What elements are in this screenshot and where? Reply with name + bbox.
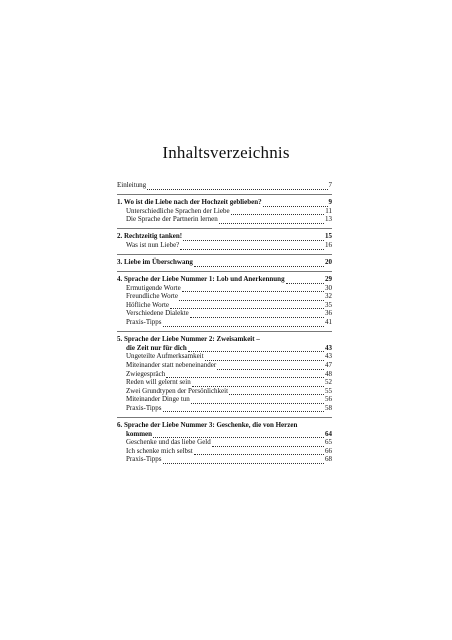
toc-page-number: 9 xyxy=(328,198,332,207)
dot-leader xyxy=(190,311,324,318)
toc-entry-title: Reden will gelernt sein xyxy=(126,378,191,387)
dot-leader xyxy=(170,302,324,309)
toc-subentry[interactable] xyxy=(117,361,332,370)
dot-leader xyxy=(163,457,324,464)
toc-entry-title: 1. Wo ist die Liebe nach der Hochzeit geblieben? xyxy=(117,198,262,207)
dot-leader xyxy=(263,199,328,206)
toc-subentry[interactable] xyxy=(117,447,332,456)
dot-leader xyxy=(219,216,324,223)
toc-subentry[interactable] xyxy=(117,378,332,387)
dot-leader xyxy=(205,354,324,361)
toc-page-number: 66 xyxy=(325,446,332,455)
toc-subentry[interactable] xyxy=(117,207,332,216)
toc-section xyxy=(117,331,332,413)
toc-entry-title: Verschiedene Dialekte xyxy=(126,309,189,318)
dot-leader xyxy=(182,285,324,292)
toc-entry-title: 3. Liebe im Überschwang xyxy=(117,258,193,267)
dot-leader xyxy=(183,234,324,241)
toc-page-number: 13 xyxy=(325,215,332,224)
toc-page-number: 47 xyxy=(325,360,332,369)
toc-subentry[interactable] xyxy=(117,352,332,361)
toc-page-number: 36 xyxy=(325,309,332,318)
toc-page-number: 20 xyxy=(325,258,332,267)
toc-entry-title: Zwiegespräch xyxy=(126,369,166,378)
toc-page-number: 41 xyxy=(325,318,332,327)
toc-entry-title: 2. Rechtzeitig tanken! xyxy=(117,232,183,241)
table-of-contents xyxy=(117,181,332,468)
toc-page-number: 16 xyxy=(325,240,332,249)
dot-leader xyxy=(163,405,324,412)
toc-subentry[interactable] xyxy=(117,395,332,404)
toc-entry-title: Die Sprache der Partnerin lernen xyxy=(126,215,218,224)
dot-leader xyxy=(163,319,324,326)
toc-entry-title: Miteinander Dinge tun xyxy=(126,395,190,404)
toc-page-number: 43 xyxy=(325,352,332,361)
toc-entry-title: Ermutigende Worte xyxy=(126,283,181,292)
toc-section xyxy=(117,181,332,190)
toc-page-number: 11 xyxy=(325,206,332,215)
toc-section xyxy=(117,417,332,464)
chapter-heading-line: 6. Sprache der Liebe Nummer 3: Geschenke, die von Herzen xyxy=(117,420,298,429)
toc-section xyxy=(117,194,332,224)
toc-subentry[interactable] xyxy=(117,284,332,293)
toc-entry-title: 4. Sprache der Liebe Nummer 1: Lob und Anerkennung xyxy=(117,275,285,284)
toc-chapter-entry[interactable] xyxy=(117,275,332,284)
toc-subentry[interactable] xyxy=(117,387,332,396)
dot-leader xyxy=(188,345,324,352)
toc-page-number: 64 xyxy=(325,429,332,438)
toc-page-number: 35 xyxy=(325,300,332,309)
toc-page-number: 32 xyxy=(325,292,332,301)
toc-entry-title: Praxis-Tipps xyxy=(126,403,162,412)
dot-leader xyxy=(231,208,325,215)
toc-section xyxy=(117,271,332,327)
toc-entry-title: Höfliche Worte xyxy=(126,300,170,309)
toc-page-number: 30 xyxy=(325,283,332,292)
toc-section xyxy=(117,228,332,249)
toc-chapter-entry[interactable] xyxy=(117,258,332,267)
toc-subentry[interactable] xyxy=(117,370,332,379)
dot-leader xyxy=(194,259,324,266)
toc-page-number: 43 xyxy=(325,343,332,352)
toc-subentry[interactable] xyxy=(117,241,332,250)
dot-leader xyxy=(166,371,324,378)
toc-page-number: 7 xyxy=(328,181,332,189)
toc-subentry[interactable] xyxy=(117,215,332,224)
toc-entry-title: Praxis-Tipps xyxy=(126,455,162,464)
dot-leader xyxy=(229,388,324,395)
toc-subentry[interactable] xyxy=(117,309,332,318)
toc-entry-title: Was ist nun Liebe? xyxy=(126,240,180,249)
dot-leader xyxy=(147,182,327,189)
toc-page-number: 68 xyxy=(325,455,332,464)
toc-page-number: 56 xyxy=(325,395,332,404)
toc-section xyxy=(117,254,332,267)
chapter-heading-line: 5. Sprache der Liebe Nummer 2: Zweisamkeit – xyxy=(117,335,260,344)
toc-entry-title: Ungeteilte Aufmerksamkeit xyxy=(126,352,204,361)
toc-subentry[interactable] xyxy=(117,404,332,413)
toc-page-number: 15 xyxy=(325,232,332,241)
toc-subentry[interactable] xyxy=(117,301,332,310)
toc-entry-title: Freundliche Worte xyxy=(126,292,178,301)
dot-leader xyxy=(179,293,324,300)
dot-leader xyxy=(286,276,324,283)
toc-page-number: 58 xyxy=(325,403,332,412)
toc-chapter-entry[interactable] xyxy=(117,430,332,439)
toc-entry-title: Einleitung xyxy=(117,181,147,189)
toc-page-number: 48 xyxy=(325,369,332,378)
toc-subentry[interactable] xyxy=(117,181,332,190)
toc-chapter-entry[interactable] xyxy=(117,344,332,353)
toc-page-number: 55 xyxy=(325,386,332,395)
toc-chapter-entry[interactable] xyxy=(117,198,332,207)
dot-leader xyxy=(212,439,324,446)
toc-entry-title: Unterschiedliche Sprachen der Liebe xyxy=(126,206,230,215)
toc-entry-title: Geschenke und das liebe Geld xyxy=(126,438,211,447)
dot-leader xyxy=(191,397,324,404)
toc-subentry[interactable] xyxy=(117,455,332,464)
toc-entry-title: die Zeit nur für dich xyxy=(126,343,187,352)
toc-subentry[interactable] xyxy=(117,292,332,301)
toc-chapter-entry[interactable] xyxy=(117,232,332,241)
toc-subentry[interactable] xyxy=(117,438,332,447)
dot-leader xyxy=(192,379,324,386)
toc-page-number: 65 xyxy=(325,438,332,447)
toc-subentry[interactable] xyxy=(117,318,332,327)
dot-leader xyxy=(153,431,324,438)
dot-leader xyxy=(217,362,324,369)
toc-page-number: 29 xyxy=(325,275,332,284)
toc-page-number: 52 xyxy=(325,378,332,387)
toc-entry-title: Ich schenke mich selbst xyxy=(126,446,193,455)
page-title: Inhaltsverzeichnis xyxy=(162,143,290,162)
toc-entry-title: Praxis-Tipps xyxy=(126,318,162,327)
dot-leader xyxy=(180,242,324,249)
dot-leader xyxy=(194,448,324,455)
toc-entry-title: Zwei Grundtypen der Persönlichkeit xyxy=(126,386,229,395)
toc-entry-title: kommen xyxy=(126,429,153,438)
toc-entry-title: Miteinander statt nebeneinander xyxy=(126,360,217,369)
